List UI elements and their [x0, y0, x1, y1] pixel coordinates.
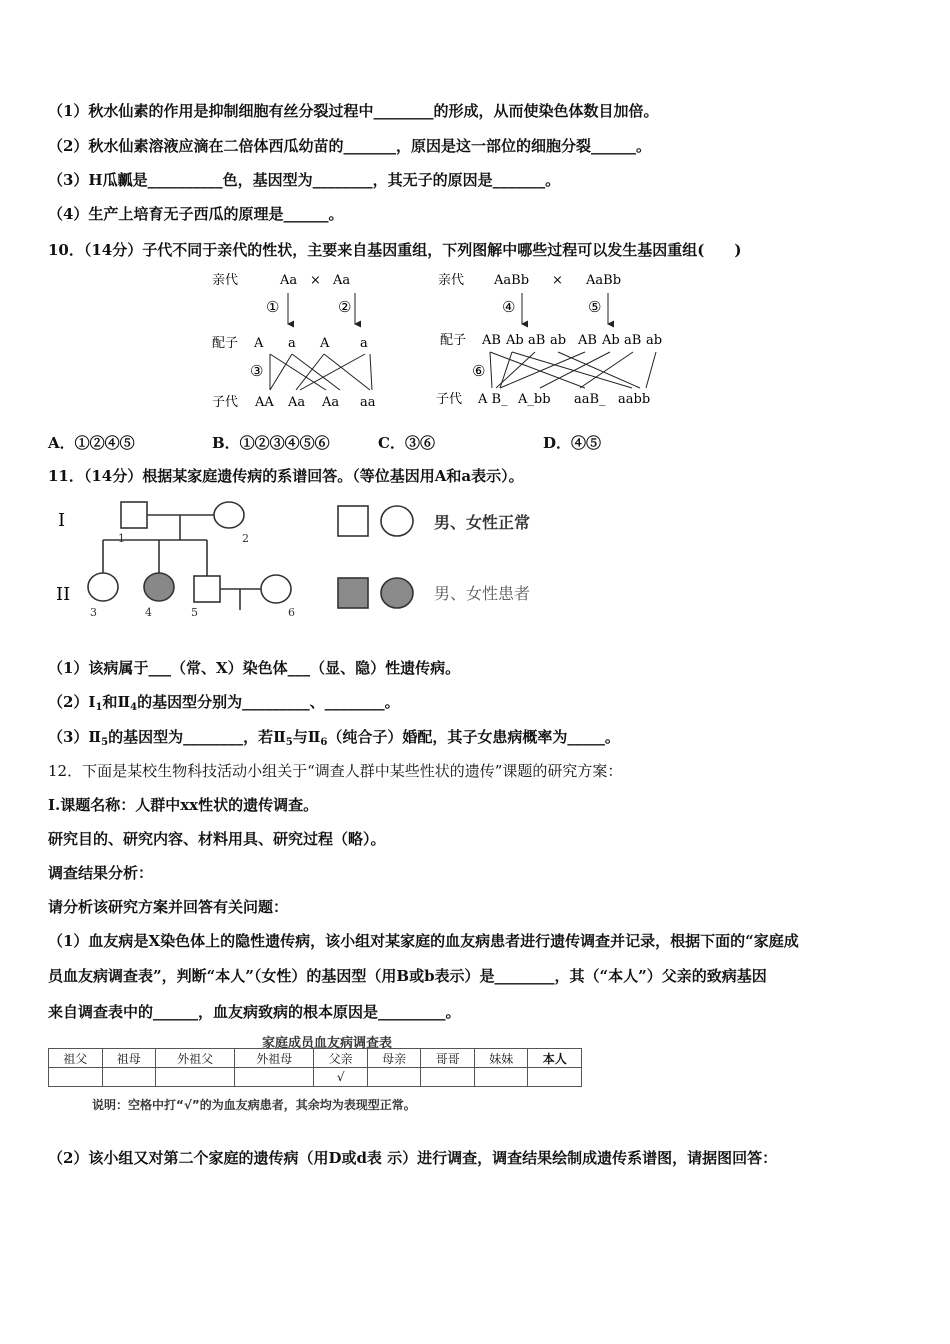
q12-sub1-line-b: 员血友病调查表”，判断“本人”（女性）的基因型（用B或b表示）是________，其（“本人”）父亲的致病基因 [48, 967, 767, 985]
right-gamete-2: Ab [506, 333, 524, 348]
right-offspring-3: aaB_ [574, 392, 606, 407]
table-cell [421, 1068, 475, 1087]
q11-pedigree [48, 492, 568, 628]
left-offspring-3: Aa [322, 395, 340, 410]
table-row [49, 1068, 582, 1087]
q12-line-4: 请分析该研究方案并回答有关问题： [48, 898, 289, 916]
generation-ii-label: II [56, 584, 71, 605]
table-cell [474, 1068, 528, 1087]
left-gamete-2: a [288, 336, 296, 351]
id-1: 1 [118, 532, 125, 545]
table-header-cell: 外祖母 [235, 1049, 314, 1068]
table-cell: √ [314, 1068, 368, 1087]
individual-ii3-female [88, 573, 118, 601]
q10-option-a: A．①②④⑤ [48, 434, 135, 452]
right-offspring-label: 子代 [436, 392, 463, 407]
q10-option-c: C．③⑥ [378, 434, 435, 452]
q11-sub2: $(2)Ⅰ_1$和$Ⅱ_4$的基因型分别为_________、________。 [48, 693, 400, 713]
right-gamete-label: 配子 [440, 333, 467, 348]
individual-i2-female [214, 502, 244, 528]
right-offspring-1: A B_ [478, 392, 508, 407]
right-gamete-3: aB [528, 333, 546, 348]
right-gamete-4: ab [550, 333, 567, 348]
q11-sub1: （1）该病属于___（常、X）染色体___（显、隐）性遗传病。 [48, 659, 461, 677]
table-cell [102, 1068, 156, 1087]
left-gamete-1: A [254, 336, 264, 351]
right-gamete-5: AB [578, 333, 597, 348]
step-4-label: ④ [502, 298, 516, 316]
right-gamete-8: ab [646, 333, 663, 348]
q10-option-d: D．④⑤ [543, 434, 602, 452]
generation-i-label: I [58, 510, 66, 531]
q12-stem: 12．下面是某校生物科技活动小组关于“调查人群中某些性状的遗传”课题的研究方案： [48, 762, 623, 780]
left-gamete-4: a [360, 336, 368, 351]
q12-sub1-line-a: （1）血友病是X染色体上的隐性遗传病，该小组对某家庭的血友病患者进行遗传调查并记录，根据下面的“家庭成 [48, 932, 799, 950]
table-header-cell: 母亲 [367, 1049, 421, 1068]
left-offspring-2: Aa [288, 395, 306, 410]
table-cell [235, 1068, 314, 1087]
q10-cross-diagram [200, 266, 680, 416]
q12-sub2: （2）该小组又对第二个家庭的遗传病（用D或d表 示）进行调查，调查结果绘制成遗传系谱图，请据图回答： [48, 1149, 778, 1167]
q11-stem: 11．（14分）根据某家庭遗传病的系谱回答。（等位基因用A和a表示）。 [48, 467, 524, 485]
q9-sub4: （4）生产上培育无子西瓜的原理是______。 [48, 205, 344, 223]
step-6-label: ⑥ [472, 362, 486, 380]
right-cross-sign: × [552, 273, 563, 288]
id-4: 4 [145, 606, 152, 619]
q9-sub3: （3）H瓜瓤是__________色，基因型为________，其无子的原因是_______。 [48, 171, 561, 189]
q10-stem: 10．（14分）子代不同于亲代的性状，主要来自基因重组，下列图解中哪些过程可以发生基因重组( ) [48, 241, 742, 259]
left-parent-label: 亲代 [212, 273, 239, 288]
hemophilia-survey-table [48, 1048, 582, 1087]
table-header-cell: 本人 [528, 1049, 582, 1068]
table-header-cell: 祖母 [102, 1049, 156, 1068]
legend-normal-label: 男、女性正常 [434, 513, 531, 532]
table-cell [156, 1068, 235, 1087]
table-header-cell: 父亲 [314, 1049, 368, 1068]
left-offspring-4: aa [360, 395, 376, 410]
step-5-label: ⑤ [588, 298, 602, 316]
left-offspring-1: AA [255, 395, 274, 410]
q10-option-b: B．①②③④⑤⑥ [212, 434, 330, 452]
step-1-label: ① [266, 298, 280, 316]
table-cell [367, 1068, 421, 1087]
table-cell [49, 1068, 103, 1087]
individual-ii6-female [261, 575, 291, 603]
table-header-cell: 妹妹 [474, 1049, 528, 1068]
left-cross-sign: × [310, 273, 321, 288]
id-2: 2 [242, 532, 249, 545]
q12-sub1-line-c: 来自调查表中的______，血友病致病的根本原因是_________。 [48, 1003, 461, 1021]
right-offspring-4: aabb [618, 392, 651, 407]
individual-ii4-female-affected [144, 573, 174, 601]
table-header-cell: 祖父 [49, 1049, 103, 1068]
right-parent-2: AaBb [586, 273, 622, 288]
right-offspring-2: A_bb [518, 392, 551, 407]
table-header-cell: 外祖父 [156, 1049, 235, 1068]
hemophilia-table-caption: 家庭成员血友病调查表 [262, 1036, 393, 1051]
step-2-label: ② [338, 298, 352, 316]
q9-sub2: （2）秋水仙素溶液应滴在二倍体西瓜幼苗的_______，原因是这一部位的细胞分裂______。 [48, 137, 651, 155]
right-parent-label: 亲代 [438, 273, 465, 288]
table-cell [528, 1068, 582, 1087]
q12-line-2: 研究目的、研究内容、材料用具、研究过程（略）。 [48, 830, 386, 848]
q9-sub1: （1）秋水仙素的作用是抑制细胞有丝分裂过程中________的形成，从而使染色体数目加倍。 [48, 102, 659, 120]
left-gamete-label: 配子 [212, 336, 239, 351]
id-5: 5 [191, 606, 198, 619]
table-header-row [49, 1049, 582, 1068]
id-6: 6 [288, 606, 295, 619]
q11-sub3: $(3)Ⅱ_5$的基因型为________，若$Ⅱ_5$与$Ⅱ_6$（纯合子）婚配，其子女患病概率为_____。 [48, 728, 620, 748]
left-gamete-3: A [320, 336, 330, 351]
right-gamete-1: AB [482, 333, 501, 348]
individual-ii5-male [194, 576, 220, 602]
q12-line-3: 调查结果分析： [48, 864, 154, 882]
table-header-cell: 哥哥 [421, 1049, 475, 1068]
step-3-label: ③ [250, 362, 264, 380]
right-gamete-6: Ab [602, 333, 620, 348]
left-offspring-label: 子代 [212, 395, 239, 410]
q12-title: I.课题名称：人群中xx性状的遗传调查。 [48, 796, 319, 814]
right-parent-1: AaBb [494, 273, 530, 288]
individual-i1-male [121, 502, 147, 528]
right-gamete-7: aB [624, 333, 642, 348]
left-parent-1: Aa [280, 273, 298, 288]
left-parent-2: Aa [333, 273, 351, 288]
legend-affected-label: 男、女性患者 [434, 584, 531, 603]
hemophilia-table-note: 说明：空格中打“√”的为血友病患者，其余均为表现型正常。 [92, 1098, 416, 1112]
id-3: 3 [90, 606, 97, 619]
